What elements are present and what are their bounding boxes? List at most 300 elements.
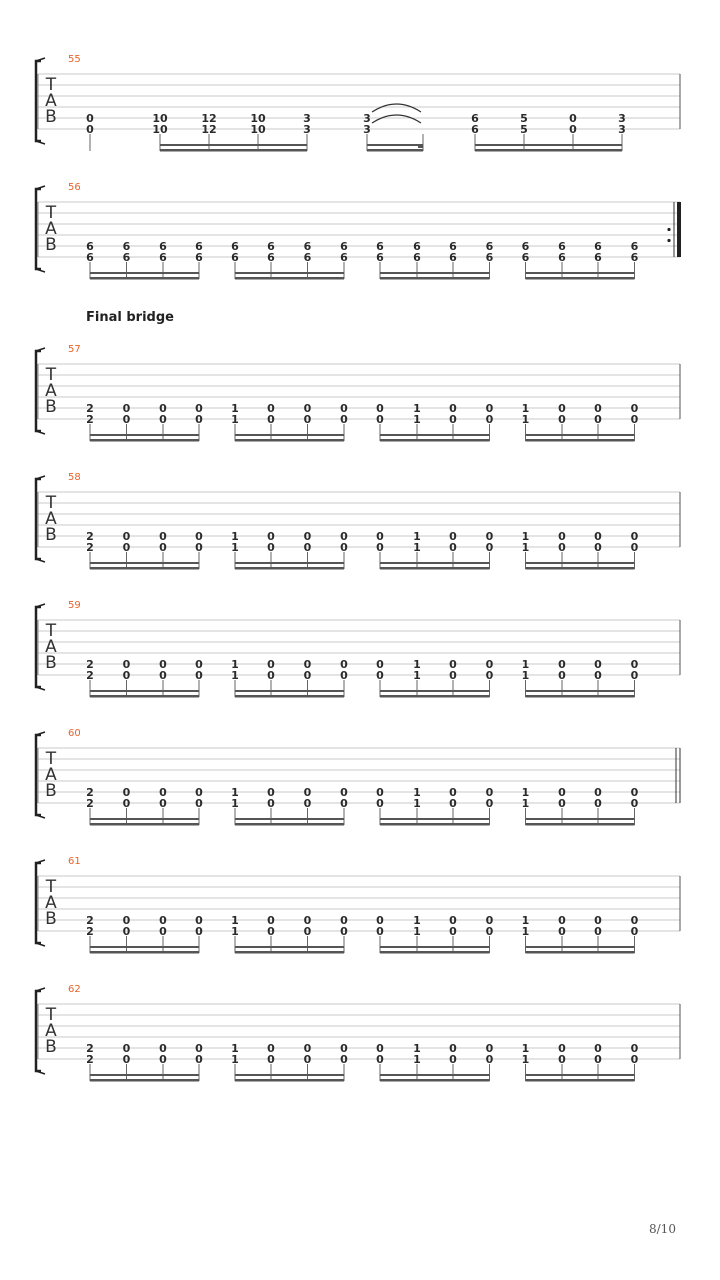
fret-number: 0 bbox=[122, 541, 131, 554]
beam bbox=[526, 562, 635, 564]
fret-number: 0 bbox=[159, 786, 167, 799]
fret-number: 5 bbox=[520, 123, 528, 136]
fret-number: 1 bbox=[231, 402, 239, 415]
fret-number: 0 bbox=[340, 1042, 348, 1055]
fret-number: 6 bbox=[376, 240, 384, 253]
fret-number: 0 bbox=[594, 1053, 602, 1066]
fret-number: 0 bbox=[376, 658, 384, 671]
fret-number: 0 bbox=[340, 413, 348, 426]
fret-number: 10 bbox=[152, 112, 168, 125]
beam bbox=[160, 144, 307, 146]
beam bbox=[526, 277, 635, 280]
beam bbox=[380, 1079, 490, 1082]
fret-number: 1 bbox=[231, 530, 239, 543]
beam bbox=[235, 562, 344, 564]
tab-clef-letter: A bbox=[45, 765, 57, 785]
fret-number: 0 bbox=[630, 1042, 639, 1055]
tab-clef-letter: B bbox=[45, 235, 57, 255]
fret-number: 2 bbox=[86, 530, 94, 543]
fret-number: 1 bbox=[521, 402, 530, 415]
fret-number: 0 bbox=[630, 1053, 639, 1066]
fret-number: 0 bbox=[267, 413, 275, 426]
fret-number: 0 bbox=[86, 123, 94, 136]
fret-number: 0 bbox=[558, 1053, 566, 1066]
fret-number: 0 bbox=[195, 786, 203, 799]
fret-number: 0 bbox=[449, 786, 457, 799]
fret-number: 0 bbox=[122, 669, 131, 682]
fret-number: 0 bbox=[267, 925, 275, 938]
fret-number: 0 bbox=[485, 914, 494, 927]
beam bbox=[526, 818, 635, 820]
fret-number: 6 bbox=[376, 251, 384, 264]
fret-number: 1 bbox=[231, 669, 239, 682]
fret-number: 1 bbox=[413, 413, 421, 426]
fret-number: 0 bbox=[159, 925, 167, 938]
fret-number: 1 bbox=[231, 797, 239, 810]
fret-number: 2 bbox=[86, 1053, 94, 1066]
tab-clef-letter: B bbox=[45, 1037, 57, 1057]
fret-number: 0 bbox=[558, 914, 566, 927]
beam bbox=[235, 434, 344, 436]
beam bbox=[90, 1079, 199, 1082]
fret-number: 0 bbox=[122, 658, 131, 671]
beam bbox=[235, 272, 344, 274]
tab-clef-letter: T bbox=[45, 203, 57, 223]
beam bbox=[160, 149, 307, 152]
fret-number: 6 bbox=[231, 251, 239, 264]
beam bbox=[90, 946, 199, 948]
beam bbox=[367, 149, 423, 152]
fret-number: 0 bbox=[340, 797, 348, 810]
fret-number: 10 bbox=[250, 123, 266, 136]
fret-number: 0 bbox=[303, 402, 312, 415]
fret-number: 0 bbox=[630, 541, 639, 554]
fret-number: 0 bbox=[449, 669, 457, 682]
fret-number: 0 bbox=[195, 658, 203, 671]
fret-number: 0 bbox=[340, 669, 348, 682]
fret-number: 0 bbox=[159, 1053, 167, 1066]
fret-number: 0 bbox=[159, 530, 167, 543]
fret-number: 0 bbox=[449, 925, 457, 938]
fret-number: 1 bbox=[521, 413, 530, 426]
fret-number: 10 bbox=[152, 123, 168, 136]
fret-number: 6 bbox=[159, 240, 167, 253]
fret-number: 0 bbox=[303, 530, 312, 543]
fret-number: 12 bbox=[201, 112, 217, 125]
fret-number: 0 bbox=[267, 1042, 275, 1055]
fret-number: 1 bbox=[521, 1042, 530, 1055]
tab-clef-letter: T bbox=[45, 493, 57, 513]
measure-number: 61 bbox=[68, 856, 81, 867]
measure-number: 59 bbox=[68, 600, 81, 611]
beam bbox=[90, 439, 199, 442]
fret-number: 0 bbox=[340, 658, 348, 671]
tab-clef-letter: B bbox=[45, 107, 57, 127]
tab-clef-letter: B bbox=[45, 525, 57, 545]
tab-clef-letter: B bbox=[45, 653, 57, 673]
tie-arc bbox=[372, 104, 421, 112]
fret-number: 5 bbox=[520, 112, 528, 125]
fret-number: 0 bbox=[303, 1042, 312, 1055]
fret-number: 0 bbox=[558, 669, 566, 682]
fret-number: 0 bbox=[594, 402, 602, 415]
beam bbox=[380, 1074, 490, 1076]
fret-number: 0 bbox=[267, 658, 275, 671]
beam bbox=[380, 818, 490, 820]
fret-number: 2 bbox=[86, 413, 94, 426]
fret-number: 1 bbox=[413, 669, 421, 682]
beam bbox=[90, 823, 199, 826]
fret-number: 0 bbox=[376, 786, 384, 799]
fret-number: 6 bbox=[303, 240, 312, 253]
repeat-dot bbox=[667, 239, 670, 242]
tab-clef-letter: A bbox=[45, 91, 57, 111]
partial-beam bbox=[418, 146, 423, 148]
fret-number: 6 bbox=[485, 251, 494, 264]
section-label: Final bridge bbox=[86, 310, 174, 325]
fret-number: 0 bbox=[195, 669, 203, 682]
fret-number: 0 bbox=[630, 413, 639, 426]
fret-number: 0 bbox=[594, 1042, 602, 1055]
fret-number: 0 bbox=[267, 530, 275, 543]
beam bbox=[526, 272, 635, 274]
beam bbox=[526, 946, 635, 948]
fret-number: 1 bbox=[413, 797, 421, 810]
fret-number: 0 bbox=[159, 914, 167, 927]
fret-number: 0 bbox=[340, 1053, 348, 1066]
fret-number: 0 bbox=[376, 669, 384, 682]
fret-number: 1 bbox=[521, 925, 530, 938]
fret-number: 0 bbox=[594, 925, 602, 938]
fret-number: 1 bbox=[521, 914, 530, 927]
fret-number: 0 bbox=[449, 402, 457, 415]
fret-number: 0 bbox=[195, 402, 203, 415]
fret-number: 0 bbox=[558, 797, 566, 810]
fret-number: 1 bbox=[413, 541, 421, 554]
fret-number: 3 bbox=[618, 112, 626, 125]
fret-number: 0 bbox=[86, 112, 94, 125]
tab-clef-letter: B bbox=[45, 781, 57, 801]
fret-number: 0 bbox=[303, 925, 312, 938]
beam bbox=[90, 690, 199, 692]
fret-number: 0 bbox=[630, 658, 639, 671]
fret-number: 1 bbox=[413, 925, 421, 938]
beam bbox=[235, 946, 344, 948]
fret-number: 0 bbox=[159, 541, 167, 554]
fret-number: 6 bbox=[195, 251, 203, 264]
tab-clef-letter: T bbox=[45, 75, 57, 95]
fret-number: 3 bbox=[618, 123, 626, 136]
fret-number: 0 bbox=[449, 530, 457, 543]
beam bbox=[90, 434, 199, 436]
beam bbox=[235, 823, 344, 826]
fret-number: 3 bbox=[363, 112, 371, 125]
fret-number: 6 bbox=[413, 251, 421, 264]
fret-number: 0 bbox=[594, 658, 602, 671]
beam bbox=[380, 951, 490, 954]
fret-number: 0 bbox=[195, 541, 203, 554]
beam bbox=[90, 562, 199, 564]
beam bbox=[380, 562, 490, 564]
tab-clef-letter: A bbox=[45, 509, 57, 529]
page-number: 8/10 bbox=[649, 1222, 676, 1236]
fret-number: 0 bbox=[630, 914, 639, 927]
tab-clef-letter: T bbox=[45, 1005, 57, 1025]
fret-number: 6 bbox=[521, 251, 530, 264]
fret-number: 2 bbox=[86, 402, 94, 415]
fret-number: 6 bbox=[521, 240, 530, 253]
fret-number: 0 bbox=[303, 658, 312, 671]
fret-number: 2 bbox=[86, 797, 94, 810]
fret-number: 0 bbox=[558, 786, 566, 799]
fret-number: 6 bbox=[340, 240, 348, 253]
fret-number: 6 bbox=[195, 240, 203, 253]
fret-number: 2 bbox=[86, 669, 94, 682]
fret-number: 0 bbox=[594, 413, 602, 426]
tab-clef-letter: A bbox=[45, 219, 57, 239]
fret-number: 6 bbox=[594, 240, 602, 253]
beam bbox=[380, 277, 490, 280]
fret-number: 0 bbox=[485, 925, 494, 938]
fret-number: 0 bbox=[569, 112, 577, 125]
fret-number: 0 bbox=[159, 413, 167, 426]
fret-number: 0 bbox=[122, 402, 131, 415]
fret-number: 0 bbox=[630, 669, 639, 682]
fret-number: 0 bbox=[303, 669, 312, 682]
beam bbox=[235, 695, 344, 698]
beam bbox=[526, 439, 635, 442]
fret-number: 0 bbox=[122, 1053, 131, 1066]
beam bbox=[90, 272, 199, 274]
beam bbox=[235, 818, 344, 820]
fret-number: 1 bbox=[413, 914, 421, 927]
fret-number: 0 bbox=[122, 914, 131, 927]
fret-number: 2 bbox=[86, 541, 94, 554]
fret-number: 6 bbox=[594, 251, 602, 264]
fret-number: 0 bbox=[376, 914, 384, 927]
fret-number: 0 bbox=[558, 413, 566, 426]
fret-number: 0 bbox=[594, 797, 602, 810]
fret-number: 1 bbox=[521, 669, 530, 682]
tab-clef-letter: A bbox=[45, 637, 57, 657]
fret-number: 6 bbox=[122, 251, 131, 264]
fret-number: 0 bbox=[303, 786, 312, 799]
fret-number: 2 bbox=[86, 1042, 94, 1055]
fret-number: 0 bbox=[376, 541, 384, 554]
fret-number: 0 bbox=[340, 914, 348, 927]
fret-number: 0 bbox=[485, 402, 494, 415]
fret-number: 0 bbox=[195, 413, 203, 426]
fret-number: 0 bbox=[376, 402, 384, 415]
beam bbox=[526, 567, 635, 570]
fret-number: 0 bbox=[449, 797, 457, 810]
fret-number: 0 bbox=[122, 925, 131, 938]
beam bbox=[367, 144, 423, 146]
fret-number: 6 bbox=[558, 240, 566, 253]
fret-number: 0 bbox=[594, 914, 602, 927]
fret-number: 2 bbox=[86, 786, 94, 799]
fret-number: 0 bbox=[558, 925, 566, 938]
fret-number: 0 bbox=[485, 413, 494, 426]
fret-number: 0 bbox=[376, 925, 384, 938]
beam bbox=[475, 149, 622, 152]
tab-clef-letter: T bbox=[45, 749, 57, 769]
fret-number: 0 bbox=[485, 669, 494, 682]
fret-number: 0 bbox=[569, 123, 577, 136]
beam bbox=[380, 695, 490, 698]
fret-number: 0 bbox=[122, 797, 131, 810]
fret-number: 0 bbox=[267, 402, 275, 415]
fret-number: 0 bbox=[558, 658, 566, 671]
fret-number: 1 bbox=[413, 658, 421, 671]
measure-number: 62 bbox=[68, 984, 81, 995]
beam bbox=[526, 1074, 635, 1076]
fret-number: 1 bbox=[231, 1042, 239, 1055]
fret-number: 0 bbox=[159, 797, 167, 810]
beam bbox=[90, 695, 199, 698]
fret-number: 0 bbox=[594, 541, 602, 554]
beam bbox=[235, 1074, 344, 1076]
fret-number: 1 bbox=[231, 413, 239, 426]
beam bbox=[235, 567, 344, 570]
fret-number: 0 bbox=[195, 1053, 203, 1066]
beam bbox=[380, 439, 490, 442]
fret-number: 0 bbox=[594, 530, 602, 543]
fret-number: 1 bbox=[413, 786, 421, 799]
fret-number: 0 bbox=[485, 1053, 494, 1066]
fret-number: 0 bbox=[558, 530, 566, 543]
fret-number: 3 bbox=[303, 112, 311, 125]
tab-clef-letter: B bbox=[45, 397, 57, 417]
fret-number: 6 bbox=[231, 240, 239, 253]
tab-clef-letter: T bbox=[45, 877, 57, 897]
fret-number: 0 bbox=[630, 925, 639, 938]
fret-number: 1 bbox=[231, 1053, 239, 1066]
fret-number: 6 bbox=[267, 240, 275, 253]
fret-number: 1 bbox=[413, 1042, 421, 1055]
beam bbox=[235, 1079, 344, 1082]
beam bbox=[526, 951, 635, 954]
fret-number: 0 bbox=[630, 786, 639, 799]
fret-number: 6 bbox=[86, 240, 94, 253]
fret-number: 0 bbox=[267, 786, 275, 799]
fret-number: 0 bbox=[340, 925, 348, 938]
fret-number: 2 bbox=[86, 658, 94, 671]
fret-number: 6 bbox=[122, 240, 131, 253]
beam bbox=[90, 277, 199, 280]
fret-number: 0 bbox=[630, 530, 639, 543]
fret-number: 0 bbox=[122, 786, 131, 799]
fret-number: 1 bbox=[413, 530, 421, 543]
beam bbox=[526, 695, 635, 698]
measure-number: 60 bbox=[68, 728, 81, 739]
fret-number: 1 bbox=[231, 658, 239, 671]
fret-number: 3 bbox=[363, 123, 371, 136]
tab-clef-letter: A bbox=[45, 1021, 57, 1041]
fret-number: 0 bbox=[122, 413, 131, 426]
beam bbox=[475, 144, 622, 146]
fret-number: 6 bbox=[471, 112, 479, 125]
fret-number: 0 bbox=[159, 669, 167, 682]
fret-number: 0 bbox=[267, 1053, 275, 1066]
fret-number: 0 bbox=[340, 530, 348, 543]
fret-number: 0 bbox=[195, 914, 203, 927]
beam bbox=[526, 690, 635, 692]
fret-number: 0 bbox=[485, 541, 494, 554]
fret-number: 1 bbox=[231, 914, 239, 927]
beam bbox=[235, 951, 344, 954]
fret-number: 0 bbox=[449, 413, 457, 426]
fret-number: 0 bbox=[449, 1053, 457, 1066]
beam bbox=[90, 567, 199, 570]
fret-number: 6 bbox=[485, 240, 494, 253]
fret-number: 0 bbox=[376, 413, 384, 426]
fret-number: 1 bbox=[521, 786, 530, 799]
beam bbox=[380, 946, 490, 948]
fret-number: 1 bbox=[521, 797, 530, 810]
fret-number: 0 bbox=[558, 402, 566, 415]
fret-number: 0 bbox=[303, 1053, 312, 1066]
fret-number: 0 bbox=[630, 797, 639, 810]
fret-number: 0 bbox=[340, 402, 348, 415]
beam bbox=[526, 823, 635, 826]
tab-clef-letter: B bbox=[45, 909, 57, 929]
beam bbox=[380, 434, 490, 436]
fret-number: 0 bbox=[195, 925, 203, 938]
fret-number: 0 bbox=[376, 1053, 384, 1066]
fret-number: 0 bbox=[267, 669, 275, 682]
fret-number: 0 bbox=[303, 541, 312, 554]
fret-number: 1 bbox=[413, 1053, 421, 1066]
fret-number: 0 bbox=[376, 797, 384, 810]
fret-number: 1 bbox=[521, 1053, 530, 1066]
fret-number: 0 bbox=[303, 914, 312, 927]
fret-number: 0 bbox=[558, 1042, 566, 1055]
tab-clef-letter: T bbox=[45, 621, 57, 641]
measure-number: 56 bbox=[68, 182, 81, 193]
fret-number: 0 bbox=[267, 797, 275, 810]
tie-arc bbox=[372, 115, 421, 123]
fret-number: 6 bbox=[630, 251, 639, 264]
fret-number: 1 bbox=[521, 658, 530, 671]
beam bbox=[90, 1074, 199, 1076]
fret-number: 2 bbox=[86, 914, 94, 927]
beam bbox=[380, 567, 490, 570]
beam bbox=[526, 1079, 635, 1082]
fret-number: 0 bbox=[449, 1042, 457, 1055]
fret-number: 2 bbox=[86, 925, 94, 938]
fret-number: 3 bbox=[303, 123, 311, 136]
fret-number: 1 bbox=[521, 541, 530, 554]
measure-number: 55 bbox=[68, 54, 81, 65]
fret-number: 0 bbox=[485, 797, 494, 810]
fret-number: 0 bbox=[340, 541, 348, 554]
fret-number: 10 bbox=[250, 112, 266, 125]
beam bbox=[235, 277, 344, 280]
fret-number: 0 bbox=[485, 786, 494, 799]
tab-clef-letter: A bbox=[45, 893, 57, 913]
repeat-dot bbox=[667, 228, 670, 231]
fret-number: 0 bbox=[267, 914, 275, 927]
fret-number: 0 bbox=[122, 1042, 131, 1055]
fret-number: 6 bbox=[340, 251, 348, 264]
fret-number: 0 bbox=[122, 530, 131, 543]
fret-number: 0 bbox=[159, 1042, 167, 1055]
fret-number: 1 bbox=[231, 925, 239, 938]
fret-number: 0 bbox=[159, 402, 167, 415]
beam bbox=[90, 818, 199, 820]
tab-clef-letter: T bbox=[45, 365, 57, 385]
